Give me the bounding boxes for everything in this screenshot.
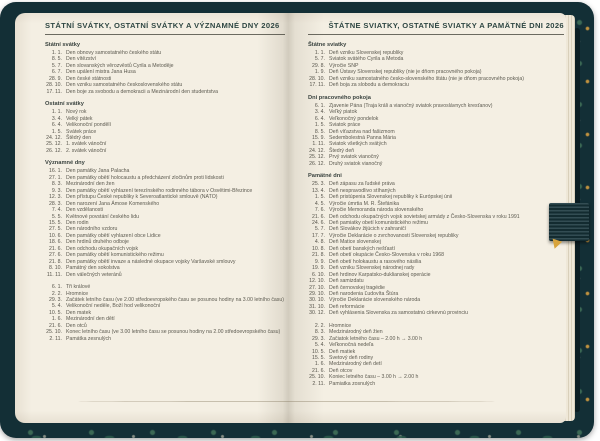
holiday-label: Deň Slovákov žijúcich v zahraničí: [329, 226, 406, 233]
holiday-label: Výročie úmrtia M. R. Štefánika: [329, 200, 400, 207]
holiday-label: Den přístupu České republiky k Severoatlantické smlouvě (NATO): [66, 194, 218, 201]
holiday-section: [308, 94, 564, 168]
holiday-label: Hromnice: [329, 322, 352, 329]
holiday-section: [308, 41, 564, 89]
section-heading: Ostatní svátky: [45, 101, 84, 108]
holiday-date: 6. 1.: [51, 284, 62, 291]
left-page-body: [45, 41, 285, 342]
holiday-label: Deň černovskej tragédie: [329, 284, 385, 291]
holiday-date: 2. 2.: [51, 290, 62, 297]
holiday-date: 25. 3.: [312, 181, 325, 188]
right-page-body: [308, 41, 564, 387]
holiday-date: 9. 9.: [314, 258, 325, 265]
holiday-label: Druhý sviatok vianočný: [329, 160, 383, 167]
left-page: [45, 15, 285, 347]
holiday-date: 6. 1.: [314, 102, 325, 109]
holiday-label: Zjavenie Pána (Traja králi a vianočný sviatok pravoslávnych kresťanov): [329, 102, 493, 109]
holiday-date: 27. 10.: [309, 284, 325, 291]
holiday-date: 8. 5.: [314, 128, 325, 135]
holiday-date: 9. 3.: [51, 187, 62, 194]
right-page: [308, 15, 564, 392]
holiday-label: Den památky obětí invaze a následné okupace vojsky Varšavské smlouvy: [66, 258, 236, 265]
holiday-section: [308, 323, 564, 388]
holiday-date: 27. 5.: [49, 226, 62, 233]
holiday-date: 17. 7.: [312, 232, 325, 239]
holiday-row: [308, 82, 564, 88]
holiday-label: Den památky obětí komunistického režimu: [66, 252, 164, 259]
holiday-label: Velikonoční pondělí: [66, 122, 111, 129]
holiday-date: 17. 11.: [309, 82, 325, 89]
holiday-row: [45, 336, 285, 342]
holiday-label: Deň matiek: [329, 348, 356, 355]
holiday-date: 1. 5.: [314, 122, 325, 129]
holiday-label: Památka zesnulých: [66, 335, 111, 342]
holiday-label: Medzinárodný deň žien: [329, 329, 383, 336]
holiday-label: Hromnice: [66, 290, 89, 297]
holiday-date: 15. 5.: [312, 355, 325, 362]
holiday-date: 10. 6.: [49, 232, 62, 239]
holiday-date: 21. 6.: [312, 367, 325, 374]
holiday-date: 30. 10.: [309, 297, 325, 304]
holiday-date: 3. 4.: [51, 115, 62, 122]
holiday-date: 8. 10.: [49, 265, 62, 272]
holiday-label: Pamiatka zosnulých: [329, 380, 376, 387]
holiday-date: 27. 6.: [49, 252, 62, 259]
holiday-label: Začiatok letného času – 2.00 h → 3.00 h: [329, 335, 423, 342]
holiday-date: 5. 7.: [314, 56, 325, 63]
left-page-title: STÁTNÍ SVÁTKY, OSTATNÍ SVÁTKY A VÝZNAMNÉ DNY 2026: [45, 21, 280, 30]
holiday-date: 1. 1.: [51, 50, 62, 56]
holiday-label: Nový rok: [66, 109, 87, 116]
holiday-date: 8. 3.: [314, 329, 325, 336]
holiday-date: 6. 7.: [51, 69, 62, 76]
holiday-label: Den narození Jana Ámose Komenského: [66, 200, 160, 207]
holiday-date: 15. 9.: [312, 134, 325, 141]
holiday-label: Sedembolestná Panna Mária: [329, 134, 396, 141]
holiday-label: Den památky obětí vyhlazení obce Lidice: [66, 232, 161, 239]
holiday-label: Výročie Memoranda národa slovenského: [329, 207, 424, 214]
holiday-date: 1. 11.: [312, 141, 325, 148]
holiday-label: Deň zápasu za ľudské práva: [329, 181, 395, 188]
holiday-date: 8. 5.: [51, 56, 62, 63]
holiday-date: 12. 10.: [309, 278, 325, 285]
holiday-label: 1. svátek vánoční: [66, 141, 107, 148]
holiday-date: 29. 8.: [312, 62, 325, 69]
holiday-label: Deň vzniku Slovenskej národnej rady: [329, 265, 415, 272]
holiday-date: 25. 10.: [309, 374, 325, 381]
holiday-label: Konec letního času (ve 3.00 letního času se posunou hodiny na 2.00 středoevropského času): [66, 329, 281, 336]
holiday-label: Výročie Deklarácie slovenského národa: [329, 297, 421, 304]
holiday-label: Den národního vzdoru: [66, 226, 118, 233]
holiday-label: Deň nespravodlivo stíhaných: [329, 187, 396, 194]
holiday-date: 1. 1.: [314, 50, 325, 56]
holiday-label: Začátek letního času (ve 2.00 středoevropského času se posunou hodiny na 3.00 letního času): [66, 296, 285, 303]
holiday-label: Deň vzniku samostatného česko-slovenského štátu (nie je dňom pracovného pokoja): [329, 75, 524, 82]
holiday-date: 25. 12.: [46, 141, 62, 148]
holiday-date: 13. 4.: [312, 187, 325, 194]
holiday-date: 24. 6.: [312, 219, 325, 226]
holiday-date: 18. 6.: [49, 239, 62, 246]
holiday-date: 4. 8.: [314, 239, 325, 246]
holiday-label: Výročie SNP: [329, 62, 359, 69]
holiday-label: Deň Ústavy Slovenskej republiky (nie je dňom pracovného pokoja): [329, 69, 482, 76]
holiday-date: 10. 5.: [312, 348, 325, 355]
section-heading: Významné dny: [45, 160, 85, 167]
holiday-label: Den obnovy samostatného českého státu: [66, 50, 162, 56]
holiday-date: 6. 4.: [51, 122, 62, 129]
holiday-label: Den matek: [66, 309, 92, 316]
holiday-date: 19. 9.: [312, 265, 325, 272]
holiday-label: Deň boja za slobodu a demokraciu: [329, 82, 409, 89]
holiday-date: 24. 12.: [46, 134, 62, 141]
holiday-date: 29. 10.: [309, 290, 325, 297]
holiday-label: Deň víťazstva nad fašizmom: [329, 128, 395, 135]
holiday-date: 1. 6.: [314, 361, 325, 368]
section-heading: Štátne sviatky: [308, 42, 347, 48]
holiday-label: Velikonoční neděle, Boží hod velikonoční: [66, 303, 161, 310]
holiday-date: 21. 6.: [49, 322, 62, 329]
holiday-label: Den upálení mistra Jana Husa: [66, 69, 136, 76]
holiday-label: Svátek práce: [66, 128, 97, 135]
holiday-row: [308, 161, 564, 167]
holiday-label: Mezinárodní den dětí: [66, 316, 115, 323]
holiday-label: Velký pátek: [66, 115, 93, 122]
holiday-date: 28. 9.: [49, 75, 62, 82]
holiday-date: 25. 10.: [46, 329, 62, 336]
holiday-section: [45, 284, 285, 342]
left-title-rule: [45, 34, 285, 35]
holiday-date: 2. 11.: [312, 380, 325, 387]
right-title-rule: [308, 34, 564, 35]
holiday-row: [308, 381, 564, 387]
holiday-label: Deň reformácie: [329, 303, 365, 310]
holiday-label: Den vzniku samostatného československého státu: [66, 82, 183, 89]
holiday-label: Štedrý deň: [329, 147, 355, 154]
holiday-date: 5. 7.: [51, 62, 62, 69]
holiday-date: 2. 2.: [314, 322, 325, 329]
holiday-label: Památný den sokolstva: [66, 265, 120, 272]
holiday-label: Deň narodenia Ľudovíta Štúra: [329, 290, 399, 297]
right-page-title: ŠTÁTNE SVIATKY, OSTATNÉ SVIATKY A PAMÄTNÉ DNI 2026: [328, 21, 564, 30]
holiday-date: 28. 10.: [309, 75, 325, 82]
holiday-date: 3. 4.: [314, 109, 325, 116]
underlying-page-edge: [77, 401, 496, 402]
holiday-label: Deň vzniku Slovenskej republiky: [329, 50, 404, 56]
holiday-label: Medzinárodný deň detí: [329, 361, 382, 368]
holiday-label: Den památky obětí holocaustu a předcházení zločinům proti lidskosti: [66, 174, 224, 181]
holiday-date: 10. 8.: [312, 245, 325, 252]
holiday-row: [45, 148, 285, 154]
holiday-date: 6. 4.: [314, 115, 325, 122]
holiday-label: Deň obetí holokaustu a rasového násilia: [329, 258, 422, 265]
holiday-date: 8. 3.: [51, 181, 62, 188]
holiday-label: Tři králové: [66, 284, 91, 291]
holiday-date: 24. 12.: [309, 147, 325, 154]
holiday-date: 27. 1.: [49, 174, 62, 181]
holiday-label: Sviatok všetkých svätých: [329, 141, 387, 148]
holiday-date: 17. 11.: [46, 88, 62, 95]
holiday-date: 11. 11.: [46, 271, 62, 278]
diary-cover: [0, 2, 594, 438]
holiday-date: 2. 11.: [49, 335, 62, 342]
holiday-date: 1. 5.: [314, 194, 325, 201]
holiday-label: Deň otcov: [329, 367, 353, 374]
holiday-date: 16. 1.: [49, 168, 62, 175]
holiday-label: Výročie Deklarácie o zvrchovanosti Slovenskej republiky: [329, 232, 459, 239]
holiday-label: Den rodin: [66, 219, 89, 226]
holiday-date: 7. 4.: [51, 207, 62, 214]
holiday-date: 5. 5.: [51, 213, 62, 220]
section-heading: Dni pracovného pokoja: [308, 94, 371, 101]
section-heading: Pamätné dni: [308, 173, 342, 180]
holiday-date: 1. 1.: [51, 109, 62, 116]
holiday-date: 29. 3.: [312, 335, 325, 342]
holiday-label: Den slovanských věrozvěstů Cyrila a Metoděje: [66, 62, 174, 69]
holiday-section: [45, 41, 285, 95]
holiday-date: 12. 3.: [49, 194, 62, 201]
holiday-date: 1. 9.: [314, 69, 325, 76]
holiday-date: 5. 4.: [314, 342, 325, 349]
holiday-section: [45, 100, 285, 154]
holiday-label: Štědrý den: [66, 134, 92, 141]
holiday-date: 7. 6.: [314, 207, 325, 214]
holiday-label: Veľký piatok: [329, 109, 358, 116]
holiday-date: 5. 7.: [314, 226, 325, 233]
holiday-row: [308, 310, 564, 316]
holiday-row: [45, 272, 285, 278]
holiday-row: [45, 89, 285, 95]
holiday-label: Deň obetí okupácie Česko-Slovenska v roku 1968: [329, 252, 445, 259]
holiday-label: Den památky obětí vyhlazení terezínského rodinného tábora v Osvětimi-Březince: [66, 187, 253, 194]
holiday-date: 28. 10.: [46, 82, 62, 89]
holiday-date: 6. 10.: [312, 271, 325, 278]
holiday-date: 29. 3.: [49, 296, 62, 303]
holiday-label: Den vzdělanosti: [66, 207, 103, 214]
holiday-date: 5. 4.: [51, 303, 62, 310]
holiday-label: Deň hrdinov Karpatsko-duklianskej operácie: [329, 271, 431, 278]
elastic-band: [549, 203, 589, 241]
holiday-label: Deň odchodu okupačných vojsk sovietskej armády z Česko-Slovenska v roku 1991: [329, 213, 520, 220]
holiday-label: Den válečných veteránů: [66, 271, 122, 278]
holiday-label: Mezinárodní den žen: [66, 181, 115, 188]
holiday-date: 28. 3.: [49, 200, 62, 207]
holiday-date: 26. 12.: [46, 147, 62, 154]
holiday-section: [45, 159, 285, 278]
holiday-label: Koniec letného času – 3.00 h → 2.00 h: [329, 374, 419, 381]
holiday-label: Sviatok svätého Cyrila a Metoda: [329, 56, 404, 63]
holiday-date: 4. 5.: [314, 200, 325, 207]
holiday-section: [308, 172, 564, 317]
holiday-date: 1. 6.: [51, 316, 62, 323]
holiday-date: 15. 5.: [49, 219, 62, 226]
holiday-date: 21. 6.: [312, 213, 325, 220]
holiday-date: 30. 12.: [309, 310, 325, 317]
holiday-label: Den památky Jana Palacha: [66, 168, 130, 175]
holiday-date: 26. 12.: [309, 160, 325, 167]
holiday-label: Den vítězství: [66, 56, 96, 63]
holiday-date: 1. 5.: [51, 128, 62, 135]
holiday-label: Veľkonočný pondelok: [329, 115, 379, 122]
holiday-label: Sviatok práce: [329, 122, 361, 129]
holiday-date: 10. 5.: [49, 309, 62, 316]
holiday-label: 2. svátek vánoční: [66, 147, 107, 154]
holiday-label: Den hrdinů druhého odboje: [66, 239, 129, 246]
holiday-label: Deň obetí banských nešťastí: [329, 245, 395, 252]
section-heading: Státní svátky: [45, 42, 81, 48]
holiday-date: 21. 8.: [49, 258, 62, 265]
holiday-label: Den odchodu okupačních vojsk: [66, 245, 139, 252]
holiday-label: Deň pristúpenia Slovenskej republiky k Európskej únii: [329, 194, 453, 201]
holiday-label: Deň samizdatu: [329, 278, 364, 285]
holiday-label: Svetový deň rodiny: [329, 355, 374, 362]
holiday-label: Veľkonočná nedeľa: [329, 342, 374, 349]
holiday-date: 31. 10.: [309, 303, 325, 310]
holiday-date: 25. 12.: [309, 154, 325, 161]
holiday-label: Den české státnosti: [66, 75, 112, 82]
holiday-date: 21. 8.: [312, 252, 325, 259]
holiday-date: 21. 6.: [49, 245, 62, 252]
holiday-label: Den otců: [66, 322, 87, 329]
holiday-label: Deň pamiatky obetí komunistického režimu: [329, 219, 428, 226]
holiday-label: Den boje za svobodu a demokracii a Mezinárodní den studentstva: [66, 88, 218, 95]
holiday-label: Deň vyhlásenia Slovenska za samostatnú cirkevnú provinciu: [329, 310, 468, 317]
holiday-label: Prvý sviatok vianočný: [329, 154, 379, 161]
holiday-label: Deň Matice slovenskej: [329, 239, 381, 246]
holiday-label: Květnové povstání českého lidu: [66, 213, 139, 220]
